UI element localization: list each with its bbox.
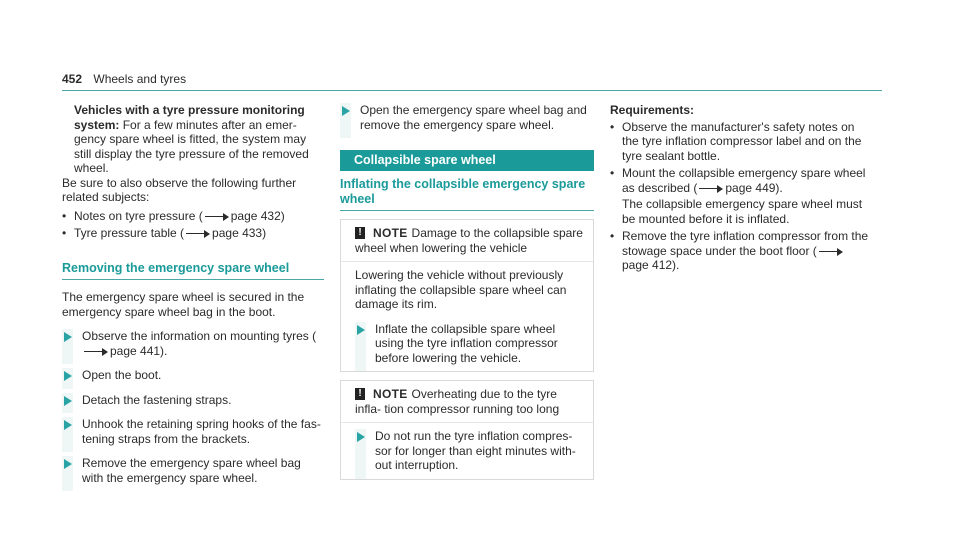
section-heading: Inflating the collapsible emergency spare wheel bbox=[340, 177, 594, 211]
step: Detach the fastening straps. bbox=[62, 393, 324, 408]
page-ref-arrow-icon bbox=[819, 247, 843, 256]
step: Unhook the retaining spring hooks of the fas- tening straps from the brackets. bbox=[62, 417, 324, 446]
step: Open the emergency spare wheel bag and remove the emergency spare wheel. bbox=[340, 103, 594, 132]
page-link[interactable]: page 432) bbox=[230, 208, 285, 223]
page-header bbox=[62, 72, 882, 91]
step: Inflate the collapsible spare wheel using the tyre inflation compressor before lowering the vehicle. bbox=[355, 322, 585, 366]
list-item: • Observe the manufacturer's safety notes on the tyre inflation compressor label and on the tyre sealant bottle. bbox=[610, 120, 870, 164]
step-arrow-icon bbox=[357, 325, 365, 335]
page-number: 452 bbox=[62, 72, 83, 86]
step: Do not run the tyre inflation compres- sor for longer than eight minutes with- out interruption. bbox=[355, 429, 585, 473]
step-arrow-icon bbox=[342, 106, 350, 116]
section-heading: Removing the emergency spare wheel bbox=[62, 261, 324, 281]
left-column bbox=[62, 103, 324, 485]
list-item: • Notes on tyre pressure ( page 432) bbox=[62, 209, 324, 224]
warning-icon: ! bbox=[355, 388, 365, 400]
note-title: Overheating due to the tyre infla- tion compressor running too long bbox=[355, 387, 560, 416]
page-ref-arrow-icon bbox=[186, 229, 210, 238]
step-arrow-icon bbox=[64, 332, 72, 342]
tpms-note-text: For a few minutes after an emer- gency spare wheel is fitted, the system may still display the tyre pressure of the removed wheel. bbox=[74, 117, 309, 175]
requirements-list bbox=[610, 120, 870, 273]
see-also-text: Be sure to also observe the following further related subjects: bbox=[62, 175, 297, 204]
note-label: NOTE bbox=[373, 387, 408, 401]
note-box bbox=[340, 219, 594, 372]
tpms-note-bold: Vehicles with a tyre pressure monitoring system: bbox=[74, 103, 305, 132]
list-item: • Tyre pressure table ( page 433) bbox=[62, 226, 324, 241]
step-arrow-icon bbox=[357, 432, 365, 442]
tpms-note bbox=[62, 103, 324, 176]
section-banner: Collapsible spare wheel bbox=[340, 150, 594, 171]
warning-icon: ! bbox=[355, 227, 365, 239]
page-ref-arrow-icon bbox=[699, 184, 723, 193]
note-label: NOTE bbox=[373, 226, 408, 240]
step: Open the boot. bbox=[62, 368, 324, 383]
list-item: • Remove the tyre inflation compressor from the stowage space under the boot floor (page 412). bbox=[610, 229, 870, 273]
step: Observe the information on mounting tyres (page 441). bbox=[62, 329, 324, 358]
right-column bbox=[610, 103, 870, 276]
step: Remove the emergency spare wheel bag with the emergency spare wheel. bbox=[62, 456, 324, 485]
note-header bbox=[341, 220, 593, 261]
step-arrow-icon bbox=[64, 371, 72, 381]
page-link[interactable]: page 412). bbox=[622, 258, 680, 272]
note-header bbox=[341, 381, 593, 422]
page-ref-arrow-icon bbox=[84, 347, 108, 356]
note-body bbox=[341, 422, 593, 479]
step-arrow-icon bbox=[64, 459, 72, 469]
section-title: Wheels and tyres bbox=[93, 72, 187, 86]
page-link[interactable]: page 441). bbox=[110, 343, 168, 358]
note-body: Lowering the vehicle without previously inflating the collapsible spare wheel can damage its rim. Inflate the collapsible spare wheel using the tyre inflation compressor before lowering the vehicle. bbox=[341, 261, 593, 371]
page-link[interactable]: page 433) bbox=[212, 226, 267, 240]
middle-column bbox=[340, 103, 594, 480]
related-subjects-list bbox=[62, 209, 324, 241]
paragraph: The emergency spare wheel is secured in the emergency spare wheel bag in the boot. bbox=[62, 290, 305, 319]
note-box bbox=[340, 380, 594, 480]
note-title: Damage to the collapsible spare wheel when lowering the vehicle bbox=[355, 226, 583, 255]
page-link[interactable]: page 449). bbox=[725, 180, 783, 195]
step-arrow-icon bbox=[64, 420, 72, 430]
requirements-heading: Requirements: bbox=[610, 103, 695, 117]
page-ref-arrow-icon bbox=[205, 212, 229, 221]
step-arrow-icon bbox=[64, 396, 72, 406]
list-item: • Mount the collapsible emergency spare wheel as described ( page 449). The collapsible emergency spare wheel must be mounted before it is inflated. bbox=[610, 166, 870, 226]
